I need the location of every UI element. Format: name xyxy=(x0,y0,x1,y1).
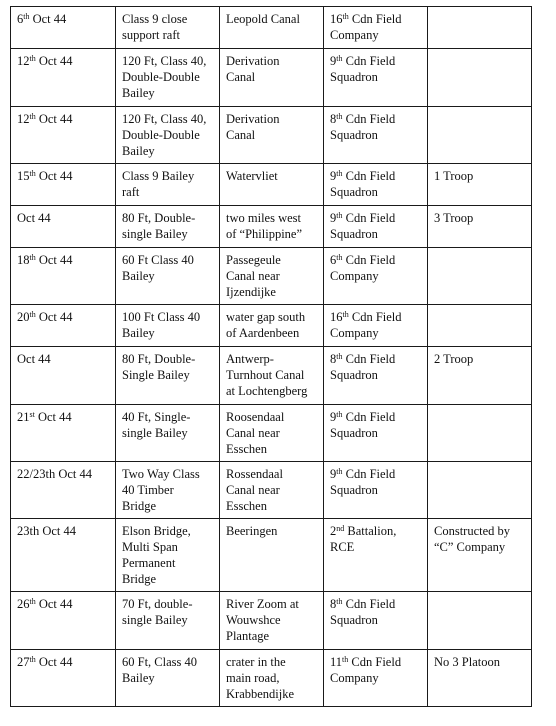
cell-remarks xyxy=(428,7,532,49)
cell-line: Class 9 close xyxy=(122,12,188,26)
cell-unit xyxy=(324,164,428,206)
table-row xyxy=(11,592,532,650)
cell-line: Double-Double xyxy=(122,70,200,84)
cell-remarks xyxy=(428,206,532,248)
cell-line: Squadron xyxy=(330,426,378,440)
table-row xyxy=(11,305,532,347)
cell-line: 40 Ft, Single- xyxy=(122,410,191,424)
cell-line: Bridge xyxy=(122,572,157,586)
cell-unit xyxy=(324,248,428,305)
cell-line: Permanent xyxy=(122,556,176,570)
cell-bridge xyxy=(116,164,220,206)
cell-line: Antwerp- xyxy=(226,352,274,366)
cell-line: 70 Ft, double- xyxy=(122,597,193,611)
cell-line: Oct 44 xyxy=(17,211,51,225)
cell-bridge xyxy=(116,49,220,107)
cell-line: Esschen xyxy=(226,499,267,513)
table-row xyxy=(11,405,532,462)
cell-line: Squadron xyxy=(330,128,378,142)
cell-date xyxy=(11,49,116,107)
cell-line: 12th Oct 44 xyxy=(17,112,73,126)
cell-line: Derivation xyxy=(226,112,280,126)
cell-line: Company xyxy=(330,28,379,42)
cell-line: single Bailey xyxy=(122,426,188,440)
cell-location xyxy=(220,347,324,405)
cell-date xyxy=(11,519,116,592)
cell-line: at Lochtengberg xyxy=(226,384,308,398)
cell-line: Single Bailey xyxy=(122,368,190,382)
cell-line: Turnhout Canal xyxy=(226,368,305,382)
cell-line: Multi Span xyxy=(122,540,178,554)
cell-line: 6th Cdn Field xyxy=(330,253,396,267)
cell-line: Bailey xyxy=(122,671,155,685)
cell-line: 15th Oct 44 xyxy=(17,169,73,183)
cell-line: Company xyxy=(330,269,379,283)
cell-location xyxy=(220,248,324,305)
cell-remarks xyxy=(428,164,532,206)
cell-line: Bailey xyxy=(122,269,155,283)
cell-line: Canal near xyxy=(226,426,280,440)
cell-line: Roosendaal xyxy=(226,410,285,424)
cell-line: Canal near xyxy=(226,269,280,283)
cell-line: Company xyxy=(330,326,379,340)
cell-line: 27th Oct 44 xyxy=(17,655,73,669)
table-row xyxy=(11,347,532,405)
cell-line: Wouwshce xyxy=(226,613,281,627)
cell-date xyxy=(11,248,116,305)
cell-line: 9th Cdn Field xyxy=(330,467,396,481)
cell-line: 60 Ft Class 40 xyxy=(122,253,194,267)
bridging-table xyxy=(10,6,532,707)
cell-line: Beeringen xyxy=(226,524,278,538)
cell-remarks xyxy=(428,462,532,519)
cell-line: 80 Ft, Double- xyxy=(122,211,196,225)
cell-line: main road, xyxy=(226,671,280,685)
cell-line: Two Way Class xyxy=(122,467,200,481)
cell-line: 23th Oct 44 xyxy=(17,524,77,538)
cell-unit xyxy=(324,405,428,462)
cell-line: River Zoom at xyxy=(226,597,299,611)
cell-bridge xyxy=(116,206,220,248)
cell-location xyxy=(220,164,324,206)
cell-bridge xyxy=(116,462,220,519)
cell-date xyxy=(11,305,116,347)
cell-line: Canal xyxy=(226,128,256,142)
cell-line: 80 Ft, Double- xyxy=(122,352,196,366)
table-row xyxy=(11,462,532,519)
cell-line: Squadron xyxy=(330,613,378,627)
cell-remarks xyxy=(428,650,532,707)
table-row xyxy=(11,107,532,164)
cell-unit xyxy=(324,107,428,164)
cell-location xyxy=(220,519,324,592)
cell-remarks xyxy=(428,49,532,107)
cell-line: 40 Timber xyxy=(122,483,174,497)
cell-line: 120 Ft, Class 40, xyxy=(122,112,207,126)
cell-unit xyxy=(324,49,428,107)
cell-location xyxy=(220,7,324,49)
cell-location xyxy=(220,49,324,107)
cell-line: 22/23th Oct 44 xyxy=(17,467,92,481)
cell-line: crater in the xyxy=(226,655,286,669)
cell-line: Company xyxy=(330,671,379,685)
cell-remarks xyxy=(428,107,532,164)
cell-line: single Bailey xyxy=(122,613,188,627)
cell-line: Squadron xyxy=(330,483,378,497)
cell-line: 1 Troop xyxy=(434,169,474,183)
table-row xyxy=(11,7,532,49)
cell-remarks xyxy=(428,305,532,347)
cell-location xyxy=(220,107,324,164)
cell-line: Canal near xyxy=(226,483,280,497)
cell-bridge xyxy=(116,347,220,405)
cell-unit xyxy=(324,592,428,650)
cell-line: Watervliet xyxy=(226,169,278,183)
cell-line: Passegeule xyxy=(226,253,281,267)
cell-line: 11th Cdn Field xyxy=(330,655,402,669)
cell-bridge xyxy=(116,7,220,49)
cell-date xyxy=(11,206,116,248)
cell-line: single Bailey xyxy=(122,227,188,241)
cell-line: water gap south xyxy=(226,310,306,324)
cell-date xyxy=(11,107,116,164)
cell-bridge xyxy=(116,405,220,462)
cell-line: Plantage xyxy=(226,629,270,643)
cell-line: Double-Double xyxy=(122,128,200,142)
cell-date xyxy=(11,164,116,206)
cell-date xyxy=(11,405,116,462)
cell-date xyxy=(11,650,116,707)
cell-remarks xyxy=(428,519,532,592)
table-row xyxy=(11,164,532,206)
table-body xyxy=(11,7,532,707)
cell-line: 2nd Battalion, xyxy=(330,524,397,538)
cell-line: “C” Company xyxy=(434,540,506,554)
cell-line: 8th Cdn Field xyxy=(330,352,396,366)
cell-line: 3 Troop xyxy=(434,211,474,225)
cell-unit xyxy=(324,206,428,248)
cell-line: Squadron xyxy=(330,70,378,84)
cell-line: 16th Cdn Field xyxy=(330,12,402,26)
cell-line: 9th Cdn Field xyxy=(330,410,396,424)
cell-line: RCE xyxy=(330,540,355,554)
cell-line: of “Philippine” xyxy=(226,227,303,241)
table-row xyxy=(11,519,532,592)
cell-line: Bridge xyxy=(122,499,157,513)
cell-bridge xyxy=(116,305,220,347)
cell-date xyxy=(11,7,116,49)
cell-location xyxy=(220,305,324,347)
cell-bridge xyxy=(116,248,220,305)
cell-line: Constructed by xyxy=(434,524,511,538)
document-page xyxy=(10,6,532,707)
cell-location xyxy=(220,405,324,462)
cell-bridge xyxy=(116,592,220,650)
table-row xyxy=(11,248,532,305)
cell-line: 100 Ft Class 40 xyxy=(122,310,201,324)
cell-location xyxy=(220,650,324,707)
cell-unit xyxy=(324,305,428,347)
cell-line: Derivation xyxy=(226,54,280,68)
cell-line: 60 Ft, Class 40 xyxy=(122,655,198,669)
cell-line: 120 Ft, Class 40, xyxy=(122,54,207,68)
cell-location xyxy=(220,592,324,650)
cell-date xyxy=(11,347,116,405)
table-row xyxy=(11,49,532,107)
cell-line: 6th Oct 44 xyxy=(17,12,67,26)
cell-bridge xyxy=(116,519,220,592)
cell-line: Canal xyxy=(226,70,256,84)
cell-unit xyxy=(324,347,428,405)
cell-unit xyxy=(324,519,428,592)
cell-date xyxy=(11,462,116,519)
cell-location xyxy=(220,206,324,248)
cell-line: 18th Oct 44 xyxy=(17,253,73,267)
cell-line: 9th Cdn Field xyxy=(330,211,396,225)
cell-remarks xyxy=(428,248,532,305)
cell-line: Rossendaal xyxy=(226,467,283,481)
cell-location xyxy=(220,462,324,519)
cell-line: Ijzendijke xyxy=(226,285,276,299)
cell-line: Squadron xyxy=(330,227,378,241)
cell-date xyxy=(11,592,116,650)
cell-line: Esschen xyxy=(226,442,267,456)
cell-remarks xyxy=(428,592,532,650)
cell-remarks xyxy=(428,405,532,462)
cell-line: Oct 44 xyxy=(17,352,51,366)
cell-unit xyxy=(324,7,428,49)
cell-bridge xyxy=(116,107,220,164)
cell-line: Krabbendijke xyxy=(226,687,295,701)
cell-line: of Aardenbeen xyxy=(226,326,300,340)
cell-line: 21st Oct 44 xyxy=(17,410,72,424)
cell-line: 8th Cdn Field xyxy=(330,597,396,611)
cell-line: No 3 Platoon xyxy=(434,655,500,669)
cell-line: Squadron xyxy=(330,368,378,382)
cell-line: 9th Cdn Field xyxy=(330,169,396,183)
cell-line: 12th Oct 44 xyxy=(17,54,73,68)
cell-line: 16th Cdn Field xyxy=(330,310,402,324)
cell-line: Bailey xyxy=(122,144,155,158)
cell-line: two miles west xyxy=(226,211,301,225)
cell-unit xyxy=(324,650,428,707)
cell-line: Bailey xyxy=(122,86,155,100)
table-row xyxy=(11,650,532,707)
cell-line: Class 9 Bailey xyxy=(122,169,195,183)
cell-remarks xyxy=(428,347,532,405)
cell-line: support raft xyxy=(122,28,180,42)
cell-bridge xyxy=(116,650,220,707)
cell-line: raft xyxy=(122,185,140,199)
cell-line: 2 Troop xyxy=(434,352,474,366)
cell-line: Elson Bridge, xyxy=(122,524,191,538)
table-row xyxy=(11,206,532,248)
cell-line: Squadron xyxy=(330,185,378,199)
cell-line: 9th Cdn Field xyxy=(330,54,396,68)
cell-unit xyxy=(324,462,428,519)
cell-line: 20th Oct 44 xyxy=(17,310,73,324)
cell-line: Bailey xyxy=(122,326,155,340)
cell-line: Leopold Canal xyxy=(226,12,300,26)
cell-line: 8th Cdn Field xyxy=(330,112,396,126)
cell-line: 26th Oct 44 xyxy=(17,597,73,611)
